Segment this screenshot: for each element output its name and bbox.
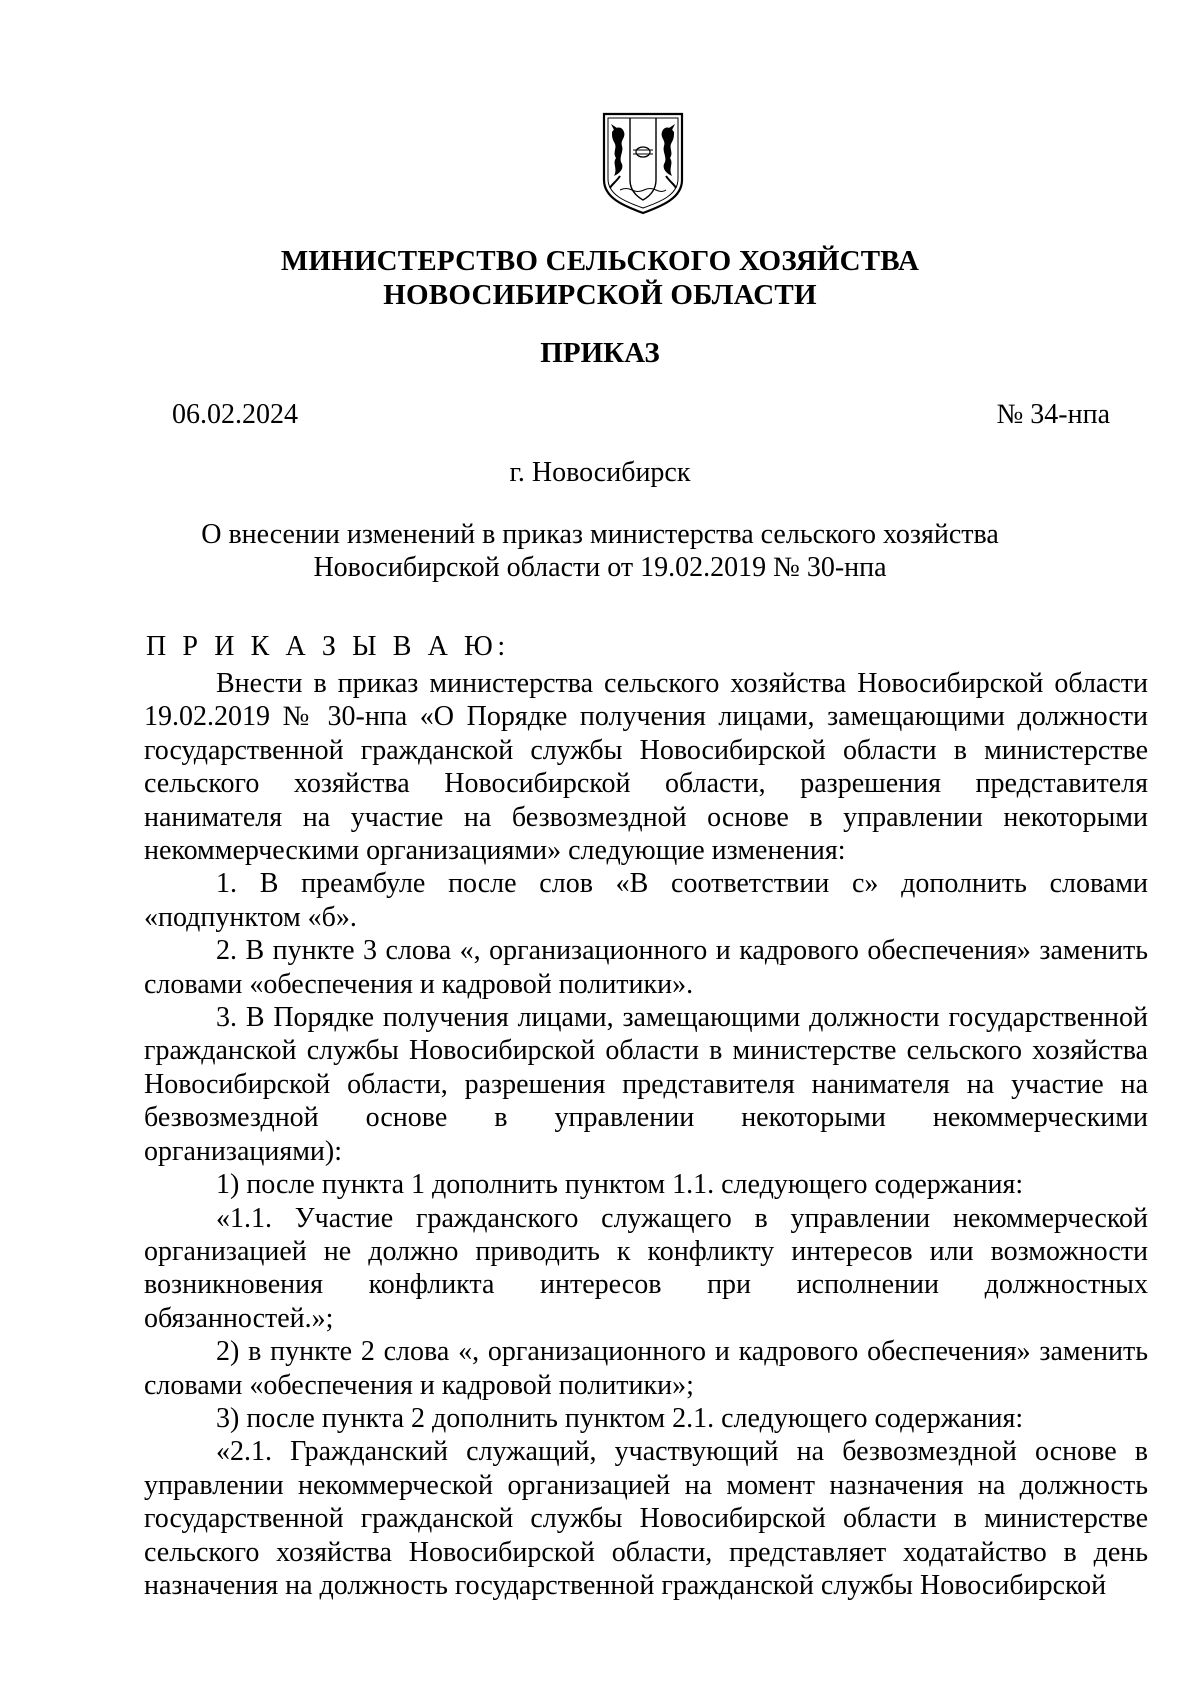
body-paragraph: Внести в приказ министерства сельского хозяйства Новосибирской области 19.02.2019 № 30-нпа «О Порядке получения лицами, замещающими должности государственной гражданской службы Новосибирской области в министерстве сельского хозяйства Новосибирской области, разрешения представителя нанимателя на участие на безвозмездной основе в управлении некоторыми некоммерческими организациями» следующие изменения: xyxy=(144,668,1148,867)
document-date: 06.02.2024 xyxy=(172,399,298,430)
body-paragraph: 3) после пункта 2 дополнить пунктом 2.1. следующего содержания: xyxy=(216,1402,1024,1434)
body-paragraph: «1.1. Участие гражданского служащего в управлении некоммерческой организацией не должно приводить к конфликту интересов или возможности возникновения конфликта интересов при исполнении должностных обязанностей.»; xyxy=(144,1202,1148,1334)
subject-line2: Новосибирской области от 19.02.2019 № 30-нпа xyxy=(313,552,887,583)
document-body xyxy=(144,667,1148,1602)
body-paragraph: 2) в пункте 2 слова «, организационного и кадрового обеспечения» заменить словами «обеспечения и кадровой политики»; xyxy=(144,1336,1148,1401)
ministry-name-line1: МИНИСТЕРСТВО СЕЛЬСКОГО ХОЗЯЙСТВА xyxy=(280,245,920,277)
body-paragraph: 2. В пункте 3 слова «, организационного и кадрового обеспечения» заменить словами «обеспечения и кадровой политики». xyxy=(144,935,1148,1000)
document-number: № 34-нпа xyxy=(996,399,1110,430)
body-paragraph: 1) после пункта 1 дополнить пунктом 1.1. следующего содержания: xyxy=(216,1169,1024,1201)
ministry-name-line2: НОВОСИБИРСКОЙ ОБЛАСТИ xyxy=(383,279,817,311)
decree-heading: П Р И К А З Ы В А Ю: xyxy=(146,631,510,662)
subject-line1: О внесении изменений в приказ министерства сельского хозяйства xyxy=(201,519,999,550)
coat-of-arms-icon xyxy=(600,110,686,216)
document-city: г. Новосибирск xyxy=(509,457,691,488)
body-paragraph: 3. В Порядке получения лицами, замещающими должности государственной гражданской службы Новосибирской области в министерстве сельского хозяйства Новосибирской области, разрешения представителя нанимателя на участие на безвозмездной основе в управлении некоторыми некоммерческими организациями): xyxy=(144,1002,1148,1167)
document-type: ПРИКАЗ xyxy=(540,337,660,369)
body-paragraph: 1. В преамбуле после слов «В соответствии с» дополнить словами «подпунктом «б». xyxy=(144,868,1148,933)
body-paragraph: «2.1. Гражданский служащий, участвующий на безвозмездной основе в управлении некоммерческой организацией на момент назначения на должность государственной гражданской службы Новосибирской области в министерстве сельского хозяйства Новосибирской области, представляет ходатайство в день назначения на должность государственной гражданской службы Новосибирской xyxy=(144,1436,1148,1601)
